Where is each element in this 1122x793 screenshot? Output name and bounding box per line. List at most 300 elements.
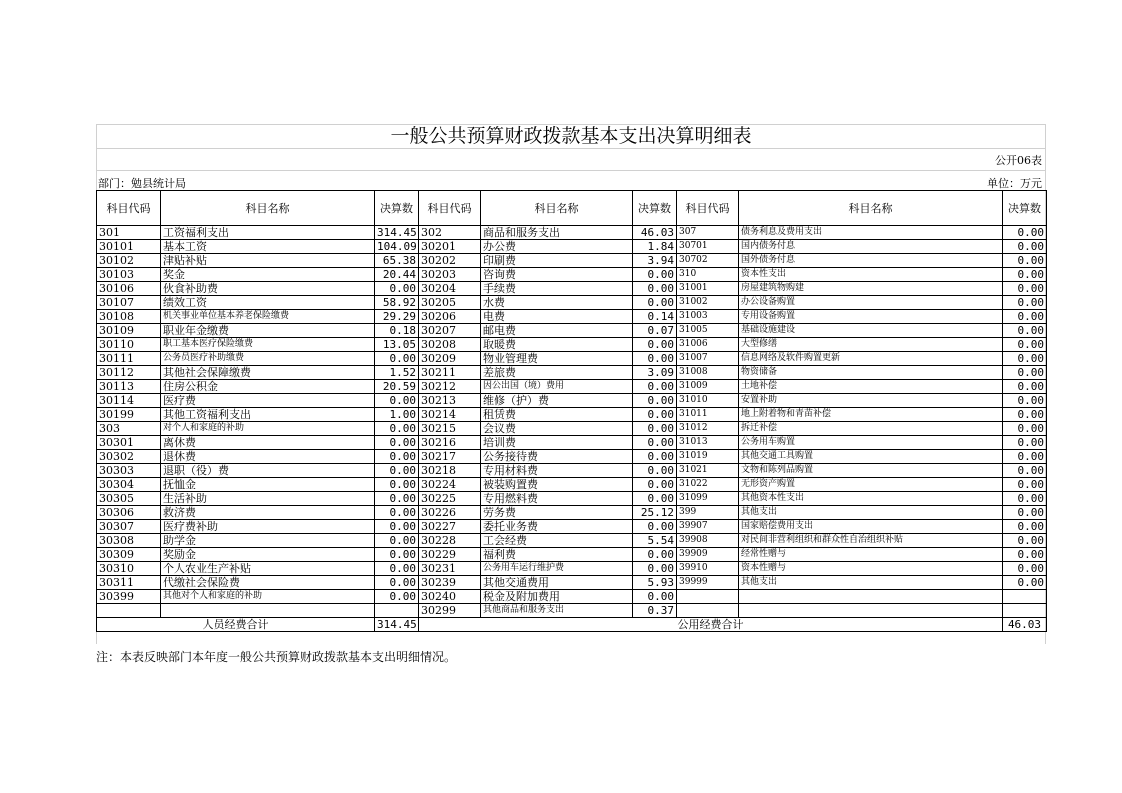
- amount-cell: 0.07: [633, 324, 677, 338]
- subject-code-cell: 30306: [97, 506, 161, 520]
- subject-code-cell: 30229: [419, 548, 481, 562]
- subject-code-cell: 30102: [97, 254, 161, 268]
- subject-name-cell: 物资储备: [739, 366, 1003, 380]
- amount-cell: 0.00: [375, 478, 419, 492]
- amount-cell: 0.00: [1003, 324, 1047, 338]
- table-row: [97, 338, 1047, 352]
- subject-name-cell: [161, 604, 375, 618]
- table-row: [97, 506, 1047, 520]
- amount-cell: 0.00: [633, 478, 677, 492]
- subject-name-cell: 津贴补贴: [161, 254, 375, 268]
- subject-name-cell: 专用材料费: [481, 464, 633, 478]
- subject-name-cell: 会议费: [481, 422, 633, 436]
- subject-code-cell: 30215: [419, 422, 481, 436]
- subject-name-cell: 委托业务费: [481, 520, 633, 534]
- subject-name-cell: 地上附着物和青苗补偿: [739, 408, 1003, 422]
- subject-name-cell: [739, 590, 1003, 604]
- public-total-label: 公用经费合计: [419, 618, 1003, 632]
- public-total-value: 46.03: [1003, 618, 1047, 632]
- subject-name-cell: 救济费: [161, 506, 375, 520]
- subject-code-cell: 30107: [97, 296, 161, 310]
- amount-cell: 0.00: [1003, 506, 1047, 520]
- amount-cell: 104.09: [375, 240, 419, 254]
- amount-cell: 0.00: [633, 268, 677, 282]
- subject-name-cell: 基本工资: [161, 240, 375, 254]
- subject-code-cell: 31006: [677, 338, 739, 352]
- subject-code-cell: 31012: [677, 422, 739, 436]
- amount-cell: 0.00: [633, 408, 677, 422]
- subject-code-cell: 30103: [97, 268, 161, 282]
- subject-code-cell: 31005: [677, 324, 739, 338]
- subject-code-cell: 303: [97, 422, 161, 436]
- subject-code-cell: 30308: [97, 534, 161, 548]
- subject-code-cell: 39909: [677, 548, 739, 562]
- subject-name-cell: 奖金: [161, 268, 375, 282]
- amount-cell: 0.00: [1003, 548, 1047, 562]
- subject-name-cell: 租赁费: [481, 408, 633, 422]
- subject-name-cell: 公务用车购置: [739, 436, 1003, 450]
- amount-cell: 0.00: [1003, 240, 1047, 254]
- table-row: [97, 534, 1047, 548]
- subject-name-cell: 其他资本性支出: [739, 492, 1003, 506]
- subject-code-cell: 39910: [677, 562, 739, 576]
- amount-cell: 0.00: [375, 562, 419, 576]
- amount-cell: 0.00: [375, 394, 419, 408]
- subject-name-cell: 无形资产购置: [739, 478, 1003, 492]
- subject-code-cell: 30302: [97, 450, 161, 464]
- amount-cell: 0.00: [375, 422, 419, 436]
- subject-name-cell: 土地补偿: [739, 380, 1003, 394]
- amount-cell: 0.00: [1003, 296, 1047, 310]
- totals-row: [97, 618, 1047, 632]
- amount-cell: 0.14: [633, 310, 677, 324]
- subject-name-cell: 住房公积金: [161, 380, 375, 394]
- subject-name-cell: 电费: [481, 310, 633, 324]
- subject-name-cell: 债务利息及费用支出: [739, 226, 1003, 240]
- amount-cell: 0.00: [1003, 436, 1047, 450]
- amount-cell: 314.45: [375, 226, 419, 240]
- subject-code-cell: 30205: [419, 296, 481, 310]
- amount-cell: 1.52: [375, 366, 419, 380]
- amount-cell: [1003, 604, 1047, 618]
- subject-name-cell: 助学金: [161, 534, 375, 548]
- amount-cell: 5.93: [633, 576, 677, 590]
- subject-name-cell: 差旅费: [481, 366, 633, 380]
- subject-code-cell: 30114: [97, 394, 161, 408]
- subject-code-cell: 30301: [97, 436, 161, 450]
- amount-cell: 0.00: [633, 520, 677, 534]
- subject-name-cell: 手续费: [481, 282, 633, 296]
- table-row: [97, 604, 1047, 618]
- subject-code-cell: [677, 590, 739, 604]
- table-row: [97, 436, 1047, 450]
- subject-code-cell: 31003: [677, 310, 739, 324]
- subject-name-cell: 绩效工资: [161, 296, 375, 310]
- amount-cell: 0.00: [375, 492, 419, 506]
- subject-name-cell: 退职（役）费: [161, 464, 375, 478]
- amount-cell: 25.12: [633, 506, 677, 520]
- amount-cell: 0.00: [633, 450, 677, 464]
- subject-name-cell: 信息网络及软件购置更新: [739, 352, 1003, 366]
- subject-name-cell: 被装购置费: [481, 478, 633, 492]
- subject-code-cell: 30112: [97, 366, 161, 380]
- amount-cell: 0.00: [375, 352, 419, 366]
- subject-name-cell: 国外债务付息: [739, 254, 1003, 268]
- subject-code-cell: 302: [419, 226, 481, 240]
- amount-cell: 0.00: [633, 492, 677, 506]
- subject-code-cell: 30106: [97, 282, 161, 296]
- table-row: [97, 478, 1047, 492]
- header-cell: 科目代码: [97, 191, 161, 226]
- subject-code-cell: 30303: [97, 464, 161, 478]
- header-cell: 科目代码: [677, 191, 739, 226]
- amount-cell: 0.00: [633, 590, 677, 604]
- subject-name-cell: 办公费: [481, 240, 633, 254]
- amount-cell: 0.37: [633, 604, 677, 618]
- amount-cell: 0.00: [1003, 520, 1047, 534]
- subject-name-cell: 职工基本医疗保险缴费: [161, 338, 375, 352]
- amount-cell: 0.00: [375, 534, 419, 548]
- amount-cell: 20.44: [375, 268, 419, 282]
- amount-cell: 0.00: [375, 464, 419, 478]
- amount-cell: 0.00: [1003, 226, 1047, 240]
- table-row: [97, 254, 1047, 268]
- subject-name-cell: [739, 604, 1003, 618]
- subject-name-cell: 其他工资福利支出: [161, 408, 375, 422]
- subject-code-cell: 30224: [419, 478, 481, 492]
- subject-name-cell: 伙食补助费: [161, 282, 375, 296]
- subject-code-cell: 30218: [419, 464, 481, 478]
- table-row: [97, 450, 1047, 464]
- subject-name-cell: 奖励金: [161, 548, 375, 562]
- amount-cell: 0.00: [633, 380, 677, 394]
- subject-name-cell: 职业年金缴费: [161, 324, 375, 338]
- subject-name-cell: 印刷费: [481, 254, 633, 268]
- personnel-total-value: 314.45: [375, 618, 419, 632]
- amount-cell: 0.00: [1003, 464, 1047, 478]
- subject-code-cell: 30113: [97, 380, 161, 394]
- subject-code-cell: 31019: [677, 450, 739, 464]
- subject-code-cell: 30108: [97, 310, 161, 324]
- amount-cell: 0.00: [1003, 338, 1047, 352]
- subject-code-cell: 30110: [97, 338, 161, 352]
- subject-name-cell: 物业管理费: [481, 352, 633, 366]
- table-row: [97, 464, 1047, 478]
- expenditure-table: [96, 190, 1047, 632]
- amount-cell: 29.29: [375, 310, 419, 324]
- amount-cell: 0.00: [375, 506, 419, 520]
- amount-cell: 0.00: [375, 520, 419, 534]
- amount-cell: 0.00: [375, 590, 419, 604]
- subject-code-cell: 31008: [677, 366, 739, 380]
- amount-cell: 0.00: [375, 436, 419, 450]
- subject-name-cell: 维修（护）费: [481, 394, 633, 408]
- amount-cell: 0.00: [1003, 576, 1047, 590]
- amount-cell: 0.00: [1003, 450, 1047, 464]
- subject-code-cell: 30212: [419, 380, 481, 394]
- subject-code-cell: 31022: [677, 478, 739, 492]
- subject-name-cell: 其他社会保障缴费: [161, 366, 375, 380]
- subject-code-cell: 30310: [97, 562, 161, 576]
- subject-code-cell: 30109: [97, 324, 161, 338]
- subject-code-cell: 307: [677, 226, 739, 240]
- subject-name-cell: 对民间非营利组织和群众性自治组织补贴: [739, 534, 1003, 548]
- subject-name-cell: 拆迁补偿: [739, 422, 1003, 436]
- subject-name-cell: 机关事业单位基本养老保险缴费: [161, 310, 375, 324]
- amount-cell: 0.00: [375, 548, 419, 562]
- subject-name-cell: 安置补助: [739, 394, 1003, 408]
- table-row: [97, 394, 1047, 408]
- subject-name-cell: 经常性赠与: [739, 548, 1003, 562]
- subject-code-cell: 30203: [419, 268, 481, 282]
- header-row: [97, 191, 1047, 226]
- subject-code-cell: 31013: [677, 436, 739, 450]
- table-row: [97, 324, 1047, 338]
- amount-cell: 0.00: [1003, 562, 1047, 576]
- subject-name-cell: 资本性支出: [739, 268, 1003, 282]
- amount-cell: 0.00: [633, 562, 677, 576]
- subject-name-cell: 文物和陈列品购置: [739, 464, 1003, 478]
- amount-cell: 1.84: [633, 240, 677, 254]
- amount-cell: 0.00: [633, 352, 677, 366]
- header-cell: 科目名称: [481, 191, 633, 226]
- subject-code-cell: 31009: [677, 380, 739, 394]
- subject-name-cell: 咨询费: [481, 268, 633, 282]
- amount-cell: 0.00: [633, 338, 677, 352]
- table-row: [97, 226, 1047, 240]
- subject-code-cell: 30202: [419, 254, 481, 268]
- amount-cell: 0.00: [1003, 352, 1047, 366]
- subject-code-cell: 30239: [419, 576, 481, 590]
- subject-code-cell: 30311: [97, 576, 161, 590]
- amount-cell: 0.00: [633, 422, 677, 436]
- table-row: [97, 296, 1047, 310]
- subject-code-cell: 301: [97, 226, 161, 240]
- table-row: [97, 548, 1047, 562]
- subject-code-cell: 30217: [419, 450, 481, 464]
- subject-name-cell: 医疗费: [161, 394, 375, 408]
- subject-code-cell: 31099: [677, 492, 739, 506]
- header-cell: 决算数: [633, 191, 677, 226]
- subject-name-cell: 公务员医疗补助缴费: [161, 352, 375, 366]
- subject-name-cell: 取暖费: [481, 338, 633, 352]
- subject-name-cell: 资本性赠与: [739, 562, 1003, 576]
- table-row: [97, 590, 1047, 604]
- subject-code-cell: 30216: [419, 436, 481, 450]
- amount-cell: 58.92: [375, 296, 419, 310]
- amount-cell: 0.00: [1003, 254, 1047, 268]
- department-label: 部门：勉县统计局: [98, 177, 186, 190]
- subject-name-cell: 工资福利支出: [161, 226, 375, 240]
- amount-cell: 0.00: [1003, 380, 1047, 394]
- subject-code-cell: 39907: [677, 520, 739, 534]
- subject-code-cell: 31010: [677, 394, 739, 408]
- subject-code-cell: [97, 604, 161, 618]
- subject-name-cell: 其他商品和服务支出: [481, 604, 633, 618]
- subject-name-cell: 邮电费: [481, 324, 633, 338]
- table-row: [97, 576, 1047, 590]
- header-cell: 决算数: [1003, 191, 1047, 226]
- subject-code-cell: 30211: [419, 366, 481, 380]
- subject-code-cell: 30206: [419, 310, 481, 324]
- subject-name-cell: 生活补助: [161, 492, 375, 506]
- subject-code-cell: 31021: [677, 464, 739, 478]
- subject-code-cell: 31002: [677, 296, 739, 310]
- subject-code-cell: 30307: [97, 520, 161, 534]
- form-number: 公开06表: [995, 154, 1042, 167]
- subject-code-cell: 30305: [97, 492, 161, 506]
- subject-code-cell: 30214: [419, 408, 481, 422]
- amount-cell: 3.94: [633, 254, 677, 268]
- subject-name-cell: 专用燃料费: [481, 492, 633, 506]
- amount-cell: 0.00: [1003, 534, 1047, 548]
- subject-name-cell: 医疗费补助: [161, 520, 375, 534]
- amount-cell: 0.00: [1003, 492, 1047, 506]
- subject-name-cell: 水费: [481, 296, 633, 310]
- table-row: [97, 240, 1047, 254]
- subject-name-cell: 房屋建筑物购建: [739, 282, 1003, 296]
- subject-name-cell: 劳务费: [481, 506, 633, 520]
- subject-name-cell: 商品和服务支出: [481, 226, 633, 240]
- table-row: [97, 268, 1047, 282]
- subject-name-cell: 税金及附加费用: [481, 590, 633, 604]
- subject-name-cell: 专用设备购置: [739, 310, 1003, 324]
- subject-name-cell: 工会经费: [481, 534, 633, 548]
- subject-code-cell: 30309: [97, 548, 161, 562]
- subject-name-cell: 代缴社会保险费: [161, 576, 375, 590]
- subject-name-cell: 办公设备购置: [739, 296, 1003, 310]
- amount-cell: 0.00: [1003, 268, 1047, 282]
- amount-cell: 0.00: [375, 282, 419, 296]
- subject-code-cell: 30207: [419, 324, 481, 338]
- personnel-total-label: 人员经费合计: [97, 618, 375, 632]
- subject-code-cell: 310: [677, 268, 739, 282]
- subject-name-cell: 离休费: [161, 436, 375, 450]
- subject-name-cell: 国内债务付息: [739, 240, 1003, 254]
- table-row: [97, 492, 1047, 506]
- amount-cell: 0.00: [1003, 478, 1047, 492]
- subject-name-cell: 退休费: [161, 450, 375, 464]
- table-row: [97, 310, 1047, 324]
- amount-cell: 0.00: [375, 576, 419, 590]
- subject-code-cell: 30231: [419, 562, 481, 576]
- table-row: [97, 380, 1047, 394]
- subject-code-cell: 30701: [677, 240, 739, 254]
- subject-code-cell: 30304: [97, 478, 161, 492]
- subject-code-cell: 31011: [677, 408, 739, 422]
- unit-label: 单位：万元: [987, 177, 1042, 190]
- subject-code-cell: 30213: [419, 394, 481, 408]
- subject-name-cell: 抚恤金: [161, 478, 375, 492]
- amount-cell: 0.00: [633, 436, 677, 450]
- table-row: [97, 408, 1047, 422]
- amount-cell: 3.09: [633, 366, 677, 380]
- amount-cell: 0.00: [633, 282, 677, 296]
- amount-cell: 0.00: [375, 450, 419, 464]
- subject-code-cell: 30225: [419, 492, 481, 506]
- subject-code-cell: 30240: [419, 590, 481, 604]
- amount-cell: [1003, 590, 1047, 604]
- header-cell: 科目名称: [739, 191, 1003, 226]
- amount-cell: 46.03: [633, 226, 677, 240]
- subject-code-cell: 30299: [419, 604, 481, 618]
- amount-cell: 0.00: [1003, 422, 1047, 436]
- amount-cell: 0.00: [633, 296, 677, 310]
- subject-name-cell: 公务接待费: [481, 450, 633, 464]
- table-row: [97, 562, 1047, 576]
- subject-code-cell: 399: [677, 506, 739, 520]
- subject-code-cell: 30227: [419, 520, 481, 534]
- subject-name-cell: 福利费: [481, 548, 633, 562]
- subject-name-cell: 其他交通工具购置: [739, 450, 1003, 464]
- subject-code-cell: 30226: [419, 506, 481, 520]
- table-row: [97, 282, 1047, 296]
- subject-code-cell: 31007: [677, 352, 739, 366]
- amount-cell: 0.18: [375, 324, 419, 338]
- amount-cell: 1.00: [375, 408, 419, 422]
- subject-code-cell: 30204: [419, 282, 481, 296]
- amount-cell: 0.00: [1003, 310, 1047, 324]
- subject-code-cell: 30199: [97, 408, 161, 422]
- table-row: [97, 422, 1047, 436]
- header-cell: 决算数: [375, 191, 419, 226]
- amount-cell: 13.05: [375, 338, 419, 352]
- footnote: 注：本表反映部门本年度一般公共预算财政拨款基本支出明细情况。: [96, 650, 457, 664]
- amount-cell: 0.00: [1003, 282, 1047, 296]
- subject-code-cell: 30201: [419, 240, 481, 254]
- subject-code-cell: 39908: [677, 534, 739, 548]
- subject-name-cell: 因公出国（境）费用: [481, 380, 633, 394]
- subject-code-cell: 30399: [97, 590, 161, 604]
- amount-cell: 0.00: [633, 464, 677, 478]
- table-row: [97, 352, 1047, 366]
- subject-name-cell: 其他支出: [739, 506, 1003, 520]
- amount-cell: 5.54: [633, 534, 677, 548]
- subject-name-cell: 大型修缮: [739, 338, 1003, 352]
- table-row: [97, 366, 1047, 380]
- report-title: 一般公共预算财政拨款基本支出决算明细表: [390, 125, 752, 147]
- subject-name-cell: 其他支出: [739, 576, 1003, 590]
- amount-cell: [375, 604, 419, 618]
- amount-cell: 0.00: [1003, 408, 1047, 422]
- subject-name-cell: 公务用车运行维护费: [481, 562, 633, 576]
- amount-cell: 20.59: [375, 380, 419, 394]
- table-row: [97, 520, 1047, 534]
- amount-cell: 65.38: [375, 254, 419, 268]
- subject-name-cell: 个人农业生产补贴: [161, 562, 375, 576]
- subject-code-cell: 30702: [677, 254, 739, 268]
- amount-cell: 0.00: [633, 548, 677, 562]
- subject-code-cell: [677, 604, 739, 618]
- subject-name-cell: 其他交通费用: [481, 576, 633, 590]
- header-cell: 科目代码: [419, 191, 481, 226]
- subject-code-cell: 31001: [677, 282, 739, 296]
- header-cell: 科目名称: [161, 191, 375, 226]
- amount-cell: 0.00: [1003, 366, 1047, 380]
- amount-cell: 0.00: [1003, 394, 1047, 408]
- subject-code-cell: 39999: [677, 576, 739, 590]
- subject-name-cell: 基础设施建设: [739, 324, 1003, 338]
- subject-name-cell: 培训费: [481, 436, 633, 450]
- amount-cell: 0.00: [633, 394, 677, 408]
- subject-code-cell: 30228: [419, 534, 481, 548]
- subject-code-cell: 30209: [419, 352, 481, 366]
- subject-name-cell: 国家赔偿费用支出: [739, 520, 1003, 534]
- subject-name-cell: 其他对个人和家庭的补助: [161, 590, 375, 604]
- subject-code-cell: 30111: [97, 352, 161, 366]
- subject-code-cell: 30101: [97, 240, 161, 254]
- subject-name-cell: 对个人和家庭的补助: [161, 422, 375, 436]
